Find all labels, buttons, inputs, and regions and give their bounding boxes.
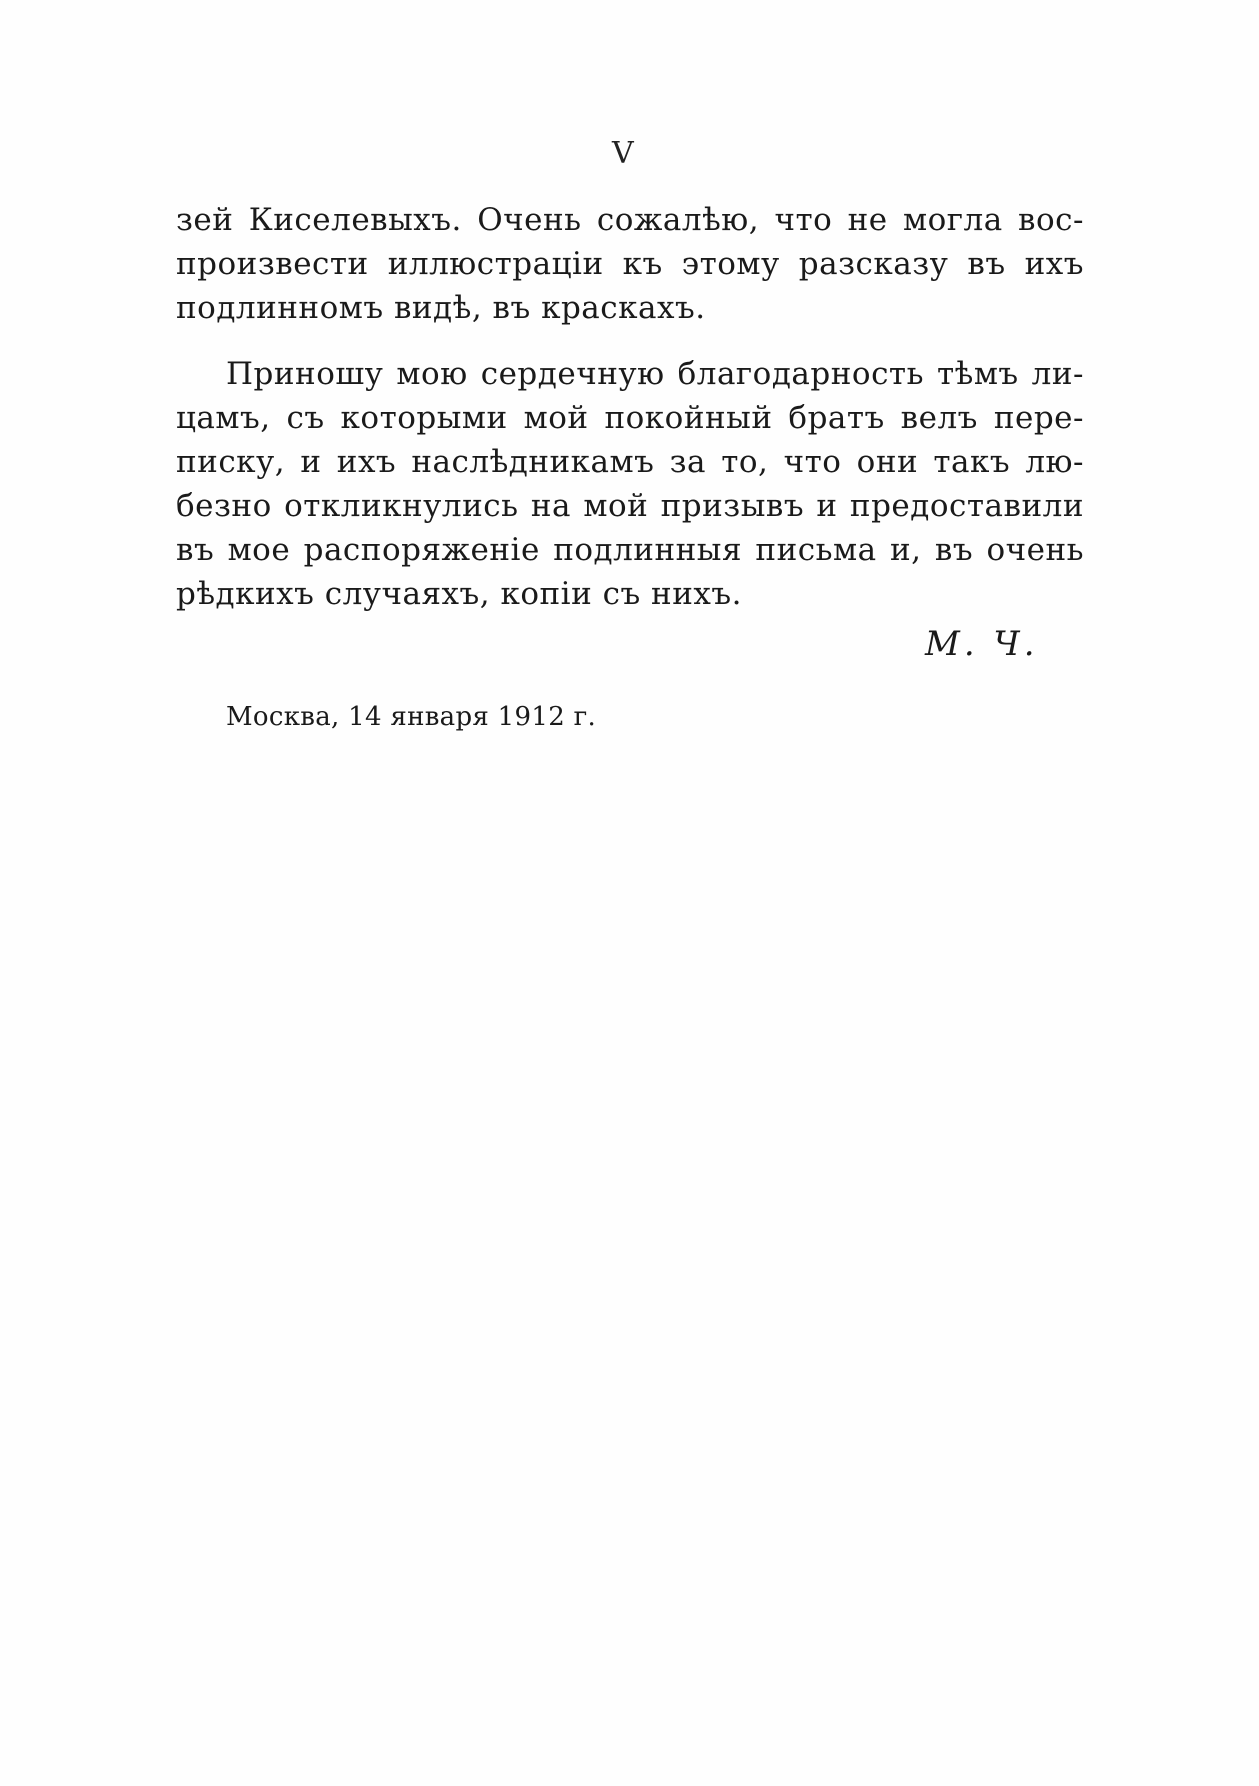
- text-line: зей Киселевыхъ. Очень сожалѣю, что не могла вос-: [176, 202, 1084, 238]
- text-line: рѣдкихъ случаяхъ, копіи съ нихъ.: [176, 576, 742, 612]
- paragraph-1: [176, 198, 1084, 330]
- text-line: безно откликнулись на мой призывъ и предоставили: [176, 488, 1084, 524]
- body-text: [176, 198, 1084, 616]
- text-line: цамъ, съ которыми мой покойный братъ велъ пере-: [176, 400, 1084, 436]
- text-line: подлинномъ видѣ, въ краскахъ.: [176, 290, 706, 326]
- dateline: Москва, 14 января 1912 г.: [226, 702, 597, 732]
- signature: М. Ч.: [925, 624, 1039, 664]
- paragraph-2: [176, 352, 1084, 616]
- text-line: произвести иллюстраціи къ этому разсказу въ ихъ: [176, 246, 1084, 282]
- page-number: V: [612, 136, 634, 171]
- text-line: Приношу мою сердечную благодарность тѣмъ ли-: [226, 356, 1084, 392]
- text-line: въ мое распоряженіе подлинныя письма и, въ очень: [176, 532, 1084, 568]
- text-line: писку, и ихъ наслѣдникамъ за то, что они такъ лю-: [176, 444, 1084, 480]
